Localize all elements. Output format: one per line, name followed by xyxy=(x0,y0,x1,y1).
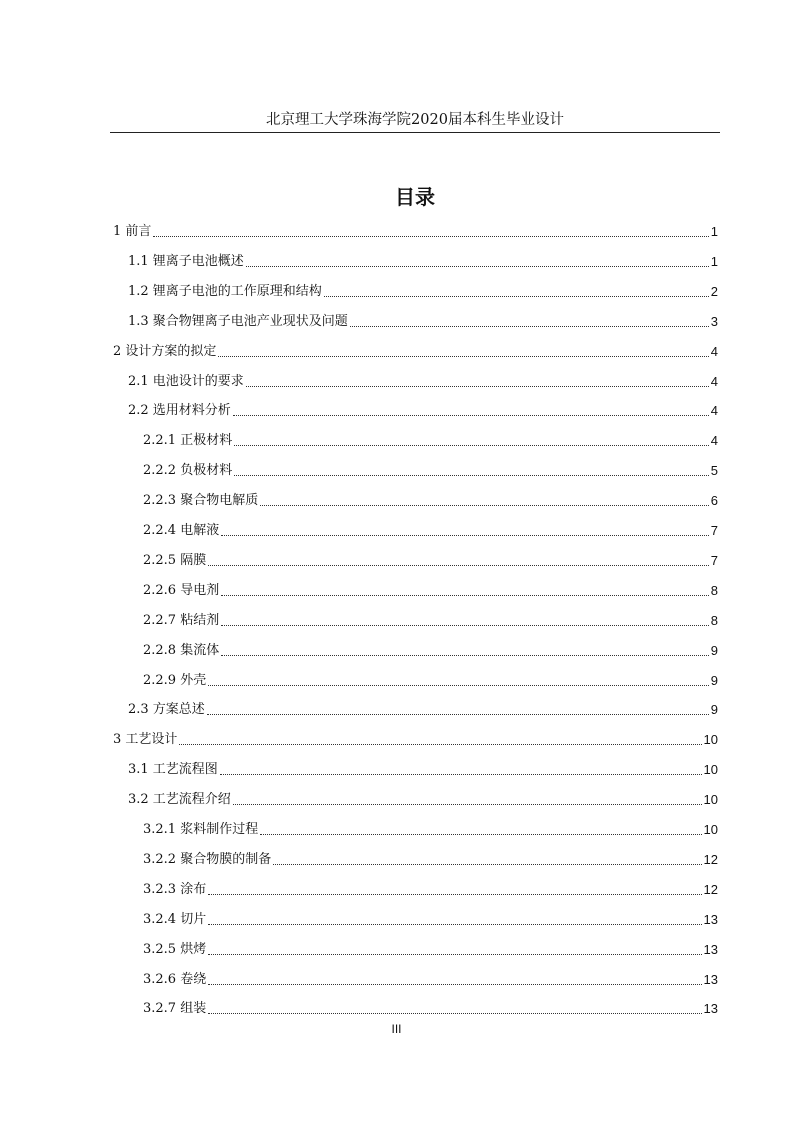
toc-entry[interactable] xyxy=(143,971,718,989)
toc-dot-leader xyxy=(208,565,709,566)
toc-entry-label: 2.3 方案总述 xyxy=(128,702,205,718)
toc-entry[interactable] xyxy=(128,253,718,271)
toc-entry-label: 1.1 锂离子电池概述 xyxy=(128,253,244,269)
toc-dot-leader xyxy=(208,685,709,686)
toc-entry-page: 3 xyxy=(710,313,718,329)
toc-dot-leader xyxy=(324,296,709,297)
toc-entry[interactable] xyxy=(143,821,718,839)
toc-dot-leader xyxy=(218,356,708,357)
toc-entry-label: 1.3 聚合物锂离子电池产业现状及问题 xyxy=(128,313,348,329)
toc-entry[interactable] xyxy=(143,941,718,959)
toc-dot-leader xyxy=(221,595,709,596)
toc-dot-leader xyxy=(234,475,709,476)
toc-dot-leader xyxy=(221,655,709,656)
toc-entry-page: 13 xyxy=(703,941,718,957)
toc-entry-page: 9 xyxy=(710,642,718,658)
toc-entry-label: 3.2.6 卷绕 xyxy=(143,971,207,987)
toc-entry[interactable] xyxy=(113,223,718,241)
toc-entry-page: 4 xyxy=(710,373,718,389)
toc-entry[interactable] xyxy=(143,911,718,929)
toc-entry[interactable] xyxy=(113,731,718,749)
toc-entry-page: 9 xyxy=(710,702,718,718)
toc-entry-label: 2.2.1 正极材料 xyxy=(143,433,233,449)
toc-entry-label: 3.2.4 切片 xyxy=(143,911,207,927)
toc-dot-leader xyxy=(233,804,702,805)
toc-entry-label: 2.2.5 隔膜 xyxy=(143,552,207,568)
toc-entry-page: 4 xyxy=(710,343,718,359)
toc-entry-page: 4 xyxy=(710,403,718,419)
toc-dot-leader xyxy=(207,714,709,715)
toc-entry-page: 1 xyxy=(710,224,718,239)
toc-dot-leader xyxy=(153,236,708,237)
toc-entry[interactable] xyxy=(128,761,718,779)
toc-entry[interactable] xyxy=(113,343,718,361)
toc-entry[interactable] xyxy=(143,432,718,450)
toc-dot-leader xyxy=(179,744,701,745)
toc-entry-label: 3.2.2 聚合物膜的制备 xyxy=(143,851,272,867)
toc-dot-leader xyxy=(208,1013,701,1014)
toc-entry-page: 10 xyxy=(703,732,718,748)
toc-dot-leader xyxy=(350,326,709,327)
toc-entry-label: 2.2.3 聚合物电解质 xyxy=(143,493,259,509)
toc-entry-page: 7 xyxy=(710,523,718,538)
toc-entry[interactable] xyxy=(143,672,718,690)
toc-entry[interactable] xyxy=(143,582,718,600)
toc-entry[interactable] xyxy=(143,612,718,630)
toc-dot-leader xyxy=(221,625,709,626)
toc-entry-page: 8 xyxy=(710,612,718,628)
toc-entry-label: 3.2 工艺流程介绍 xyxy=(128,792,231,808)
toc-dot-leader xyxy=(246,386,709,387)
toc-dot-leader xyxy=(246,266,709,267)
toc-entry-page: 12 xyxy=(703,851,718,867)
toc-entry[interactable] xyxy=(128,701,718,719)
toc-entry[interactable] xyxy=(128,402,718,420)
toc-entry[interactable] xyxy=(143,642,718,660)
toc-entry[interactable] xyxy=(128,313,718,331)
toc-entry-label: 2.2.4 电解液 xyxy=(143,523,220,538)
toc-entry-label: 3.2.1 浆料制作过程 xyxy=(143,822,259,837)
toc-entry-label: 3.2.7 组装 xyxy=(143,1001,207,1017)
toc-entry-page: 13 xyxy=(703,911,718,927)
toc-entry-page: 6 xyxy=(710,493,718,509)
toc-entry-page: 4 xyxy=(710,433,718,449)
toc-entry-label: 2.1 电池设计的要求 xyxy=(128,373,244,389)
toc-entry-label: 2.2.7 粘结剂 xyxy=(143,612,220,628)
toc-entry[interactable] xyxy=(128,373,718,391)
toc-dot-leader xyxy=(233,415,709,416)
toc-entry-label: 2.2.6 导电剂 xyxy=(143,582,220,598)
toc-entry-page: 10 xyxy=(703,822,718,837)
page-number: III xyxy=(391,1022,402,1036)
toc-entry-label: 2.2.9 外壳 xyxy=(143,672,207,688)
toc-entry[interactable] xyxy=(128,283,718,301)
toc-dot-leader xyxy=(208,894,701,895)
toc-dot-leader xyxy=(260,834,701,835)
toc-entry-page: 5 xyxy=(710,463,718,479)
toc-entry-page: 7 xyxy=(710,552,718,568)
toc-entry-page: 13 xyxy=(703,971,718,987)
toc-dot-leader xyxy=(208,954,701,955)
toc-entry[interactable] xyxy=(143,462,718,480)
toc-entry[interactable] xyxy=(143,492,718,510)
toc-entry[interactable] xyxy=(143,522,718,540)
toc-dot-leader xyxy=(208,984,701,985)
toc-entry-page: 2 xyxy=(710,283,718,299)
toc-dot-leader xyxy=(260,505,709,506)
toc-entry-label: 2.2 选用材料分析 xyxy=(128,403,231,419)
toc-dot-leader xyxy=(234,445,709,446)
toc-entry-page: 10 xyxy=(703,762,718,778)
running-header: 北京理工大学珠海学院2020届本科生毕业设计 xyxy=(266,112,564,128)
toc-entry-label: 3.1 工艺流程图 xyxy=(128,762,218,778)
toc-dot-leader xyxy=(208,924,701,925)
toc-entry-page: 1 xyxy=(710,253,718,269)
toc-entry-label: 1.2 锂离子电池的工作原理和结构 xyxy=(128,283,322,299)
toc-entry[interactable] xyxy=(143,881,718,899)
toc-entry-label: 3 工艺设计 xyxy=(113,732,178,748)
toc-dot-leader xyxy=(220,774,702,775)
toc-entry-label: 3.2.5 烘烤 xyxy=(143,941,207,957)
toc-entry-page: 12 xyxy=(703,881,718,897)
toc-entry-label: 1 前言 xyxy=(113,224,152,239)
toc-entry-label: 2.2.2 负极材料 xyxy=(143,463,233,479)
toc-entry-page: 8 xyxy=(710,582,718,598)
toc-entry-label: 3.2.3 涂布 xyxy=(143,881,207,897)
page-title: 目录 xyxy=(395,185,435,209)
toc-dot-leader xyxy=(221,535,709,536)
toc-entry[interactable] xyxy=(143,1000,718,1018)
toc-entry[interactable] xyxy=(128,791,718,809)
toc-entry[interactable] xyxy=(143,851,718,869)
toc-entry[interactable] xyxy=(143,552,718,570)
toc-entry-label: 2.2.8 集流体 xyxy=(143,642,220,658)
toc-entry-page: 9 xyxy=(710,672,718,688)
toc-entry-page: 13 xyxy=(703,1001,718,1017)
header-rule xyxy=(110,132,720,133)
toc-dot-leader xyxy=(273,864,701,865)
toc-entry-page: 10 xyxy=(703,792,718,808)
toc-entry-label: 2 设计方案的拟定 xyxy=(113,343,217,359)
